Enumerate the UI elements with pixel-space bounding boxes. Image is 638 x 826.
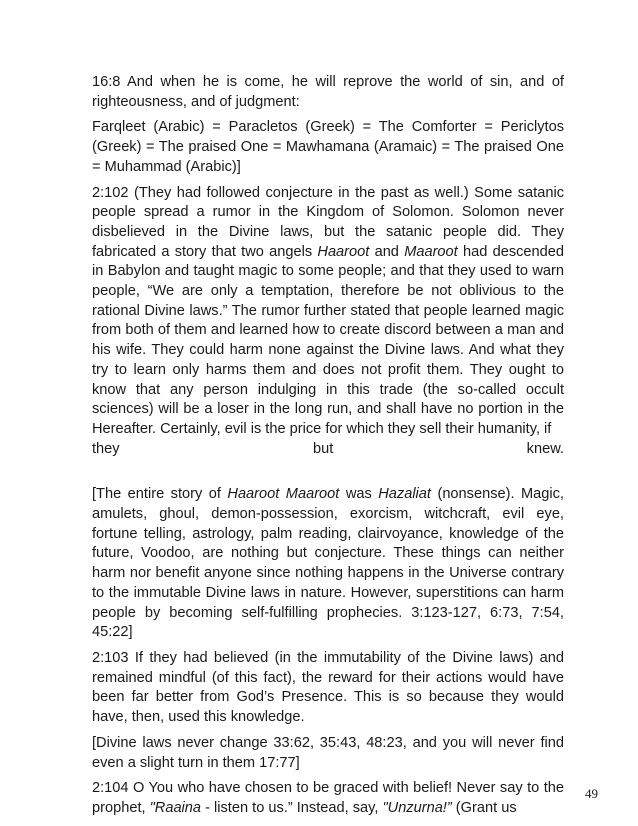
italic-term: Haaroot <box>317 243 370 260</box>
paragraph-divine-laws-note <box>92 734 564 773</box>
last-line-word: but <box>312 440 334 457</box>
paragraph-16-8 <box>92 73 564 112</box>
last-line-word: they <box>92 440 120 457</box>
paragraph-farqleet-note <box>92 118 564 177</box>
text-segment: 16:8 And when he is come, he will reprove the world of sin, and of righteousness, and of judgment: <box>92 74 564 110</box>
justified-last-line <box>92 440 564 460</box>
text-segment: (Grant us <box>451 799 517 816</box>
page-number: 49 <box>585 786 598 801</box>
paragraph-verse-2-104 <box>92 779 564 818</box>
text-segment: was <box>339 486 379 503</box>
italic-term: Hazaliat <box>378 486 431 503</box>
text-segment: 2:104 O You who have chosen to be graced with belief! Never say to the prophet, <box>92 780 564 816</box>
italic-term: Maaroot <box>404 243 458 260</box>
italic-term: "Raaina <box>149 799 202 816</box>
last-line-word: knew. <box>526 440 564 457</box>
text-segment: [The entire story of <box>92 486 228 503</box>
text-segment: (nonsense). Magic, amulets, ghoul, demon-possession, exorcism, witchcraft, evil eye, fortune telling, astrology, palm reading, clairvoyance, knowledge of the future, Voodoo, are nothing but conjecture. These things can neither harm nor benefit anyone since nothing happens in the Universe contrary to the immutable Divine laws in nature. However, superstitions can harm people by becoming self-fulfilling prophecies. 3:123-127, 6:73, 7:54, 45:22] <box>92 486 564 641</box>
text-segment: 2:102 (They had followed conjecture in the past as well.) Some satanic people spread a rumor in the Kingdom of Solomon. Solomon never disbelieved in the Divine laws, but the satanic people did. They fabricated a story that two angels <box>92 184 564 260</box>
paragraph-verse-2-102 <box>92 184 564 460</box>
text-segment: [Divine laws never change 33:62, 35:43, 48:23, and you will never find even a slight turn in them 17:77] <box>92 734 564 771</box>
italic-term: Haaroot Maaroot <box>227 486 340 503</box>
text-segment: and <box>369 243 405 260</box>
italic-term: "Unzurna!” <box>382 799 452 816</box>
text-segment: Farqleet (Arabic) = Paracletos (Greek) = The Comforter = Periclytos (Greek) = The praised One = Mawhamana (Aramaic) = The praised One = Muhammad (Arabic)] <box>92 119 564 175</box>
text-segment: - listen to us.” Instead, say, <box>201 799 383 816</box>
paragraph-haaroot-maaroot-note <box>92 485 564 643</box>
text-segment: had descended in Babylon and taught magic to some people; and that they used to warn people, “We are only a temptation, therefore be not oblivious to the rational Divine laws.” The rumor further stated that people learned magic from both of them and learned how to create discord between a man and his wife. They could harm none against the Divine laws. And what they try to learn only harms them and does not profit them. They ought to know that any person indulging in this trade (the so-called occult sciences) will be a loser in the long run, and shall have no portion in the Hereafter. Certainly, evil is the price for which they sell their humanity, if <box>92 243 564 437</box>
page-body <box>92 73 564 825</box>
paragraph-verse-2-103 <box>92 649 564 728</box>
text-segment: 2:103 If they had believed (in the immutability of the Divine laws) and remained mindful (of this fact), the reward for their actions would have been far better from God’s Presence. This is so because they would have, then, used this knowledge. <box>92 649 564 726</box>
